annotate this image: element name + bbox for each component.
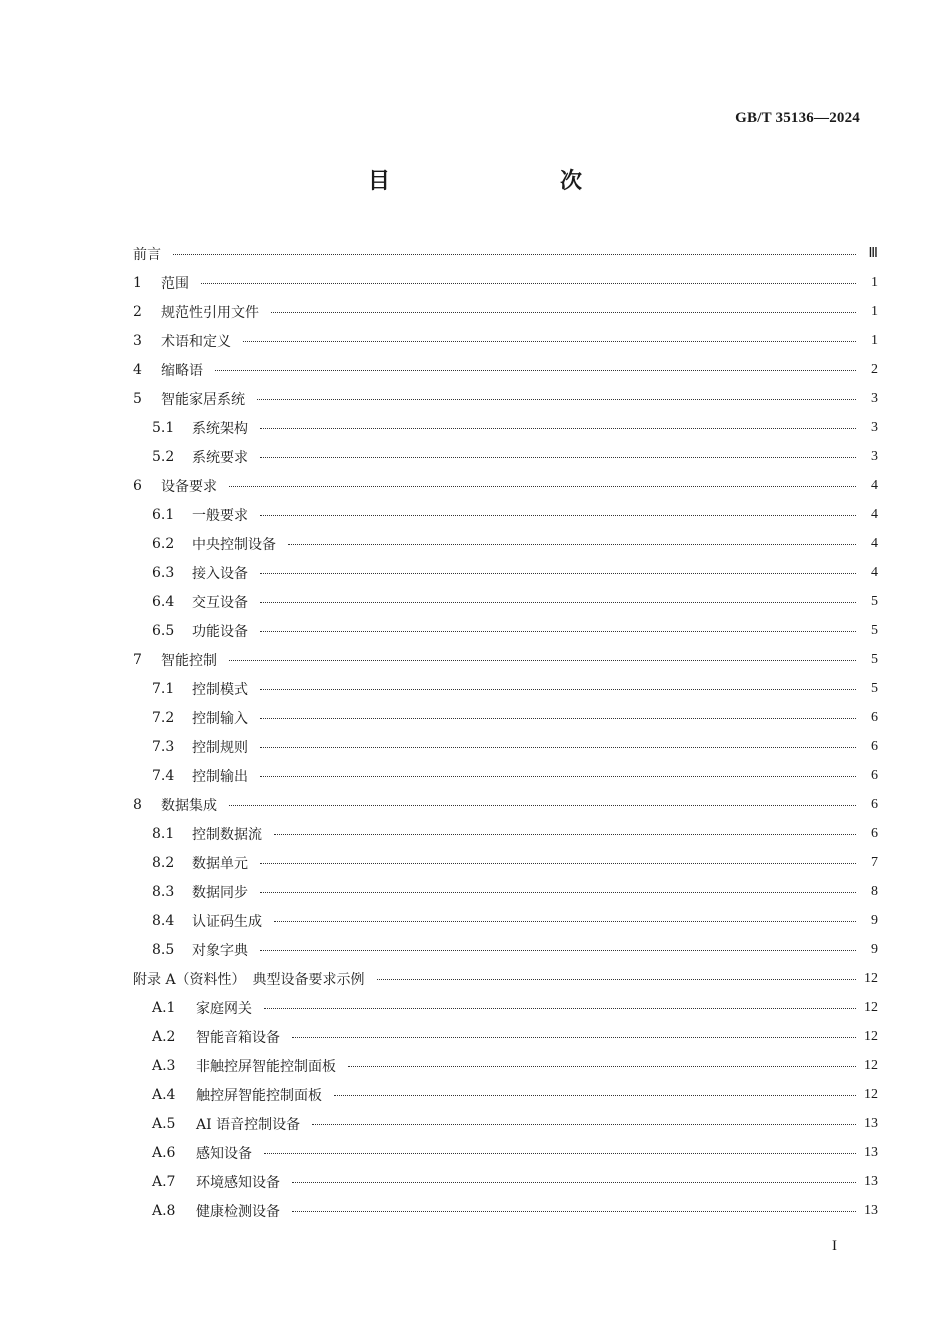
toc-entry-title: 控制输出 xyxy=(192,768,248,785)
toc-entry[interactable] xyxy=(133,848,878,877)
toc-entry[interactable] xyxy=(133,384,878,413)
toc-entry-page: 4 xyxy=(871,477,878,493)
toc-leader-dots xyxy=(260,863,856,864)
toc-entry-title: 缩略语 xyxy=(161,362,203,379)
toc-leader-dots xyxy=(264,1153,856,1154)
toc-entry-title: 接入设备 xyxy=(192,565,248,582)
toc-leader-dots xyxy=(260,428,856,429)
toc-entry[interactable] xyxy=(133,529,878,558)
toc-entry-number: 5.1 xyxy=(152,419,175,436)
toc-leader-dots xyxy=(229,805,856,806)
toc-entry[interactable] xyxy=(133,1051,878,1080)
toc-entry[interactable] xyxy=(133,326,878,355)
toc-leader-dots xyxy=(292,1037,856,1038)
toc-entry-title: 智能家居系统 xyxy=(161,391,245,408)
toc-entry-page: 1 xyxy=(871,332,878,348)
toc-entry-page: 6 xyxy=(871,767,878,783)
toc-entry-page: 2 xyxy=(871,361,878,377)
toc-entry-number: A.8 xyxy=(152,1202,176,1219)
toc-entry-page: 3 xyxy=(871,448,878,464)
toc-entry-title: 控制规则 xyxy=(192,739,248,756)
toc-entry-title: AI 语音控制设备 xyxy=(196,1116,301,1133)
toc-entry-title: 前言 xyxy=(133,246,161,263)
toc-leader-dots xyxy=(260,950,856,951)
toc-entry[interactable] xyxy=(133,1167,878,1196)
toc-entry-title: 对象字典 xyxy=(192,942,248,959)
toc-entry-page: 4 xyxy=(871,506,878,522)
toc-entry-title: 中央控制设备 xyxy=(192,536,276,553)
toc-entry-page: 6 xyxy=(871,709,878,725)
toc-entry-page: 3 xyxy=(871,390,878,406)
toc-entry-number: 8.4 xyxy=(152,912,175,929)
toc-leader-dots xyxy=(260,718,856,719)
toc-entry[interactable] xyxy=(133,239,878,268)
toc-entry-page: 5 xyxy=(871,651,878,667)
toc-entry-number: 7.2 xyxy=(152,709,175,726)
toc-entry-title: 数据同步 xyxy=(192,884,248,901)
toc-entry-title: 控制输入 xyxy=(192,710,248,727)
toc-leader-dots xyxy=(260,515,856,516)
toc-entry[interactable] xyxy=(133,616,878,645)
toc-leader-dots xyxy=(274,834,856,835)
toc-entry-title: 控制数据流 xyxy=(192,826,262,843)
toc-leader-dots xyxy=(173,254,856,255)
toc-leader-dots xyxy=(260,776,856,777)
toc-leader-dots xyxy=(215,370,856,371)
toc-leader-dots xyxy=(292,1182,856,1183)
toc-leader-dots xyxy=(260,747,856,748)
toc-entry-page: 3 xyxy=(871,419,878,435)
toc-entry[interactable] xyxy=(133,587,878,616)
toc-leader-dots xyxy=(229,660,856,661)
toc-entry-page: 4 xyxy=(871,564,878,580)
toc-entry-title: 交互设备 xyxy=(192,594,248,611)
standard-code: GB/T 35136—2024 xyxy=(735,110,860,126)
toc-entry[interactable] xyxy=(133,355,878,384)
toc-leader-dots xyxy=(260,602,856,603)
toc-leader-dots xyxy=(260,892,856,893)
toc-entry-page: 5 xyxy=(871,593,878,609)
toc-entry-title: 智能音箱设备 xyxy=(196,1029,280,1046)
toc-leader-dots xyxy=(274,921,856,922)
toc-entry-title: 系统要求 xyxy=(192,449,248,466)
toc-entry[interactable] xyxy=(133,413,878,442)
toc-entry[interactable] xyxy=(133,1109,878,1138)
toc-entry[interactable] xyxy=(133,935,878,964)
toc-entry-title: 数据单元 xyxy=(192,855,248,872)
toc-entry-number: A.6 xyxy=(152,1144,176,1161)
toc-leader-dots xyxy=(348,1066,856,1067)
toc-leader-dots xyxy=(334,1095,856,1096)
toc-entry-number: 8 xyxy=(133,796,142,813)
toc-leader-dots xyxy=(271,312,856,313)
toc-leader-dots xyxy=(260,631,856,632)
toc-leader-dots xyxy=(264,1008,856,1009)
toc-entry-number: 7 xyxy=(133,651,142,668)
toc-entry-number: 6.2 xyxy=(152,535,175,552)
toc-entry[interactable] xyxy=(133,558,878,587)
toc-entry-page: 5 xyxy=(871,680,878,696)
toc-entry[interactable] xyxy=(133,964,878,993)
toc-leader-dots xyxy=(243,341,856,342)
toc-entry-title: 术语和定义 xyxy=(161,333,231,350)
toc-entry-number: A.7 xyxy=(152,1173,176,1190)
page-number: I xyxy=(832,1238,837,1254)
toc-entry[interactable] xyxy=(133,877,878,906)
toc-entry-page: 13 xyxy=(864,1173,878,1189)
toc-leader-dots xyxy=(260,573,856,574)
toc-entry-number: 8.1 xyxy=(152,825,175,842)
toc-entry-title: 设备要求 xyxy=(161,478,217,495)
toc-entry-title: 健康检测设备 xyxy=(196,1203,280,1220)
toc-entry[interactable] xyxy=(133,790,878,819)
toc-leader-dots xyxy=(292,1211,856,1212)
toc-entry[interactable] xyxy=(133,674,878,703)
toc-entry[interactable] xyxy=(133,442,878,471)
toc-entry-number: 8.2 xyxy=(152,854,175,871)
toc-entry-number: 7.1 xyxy=(152,680,175,697)
toc-entry-title: 系统架构 xyxy=(192,420,248,437)
toc-entry-title: 规范性引用文件 xyxy=(161,304,259,321)
toc-entry-page: 13 xyxy=(864,1202,878,1218)
toc-leader-dots xyxy=(260,689,856,690)
toc-entry[interactable] xyxy=(133,1022,878,1051)
toc-entry-title: 控制模式 xyxy=(192,681,248,698)
toc-leader-dots xyxy=(377,979,856,980)
toc-entry[interactable] xyxy=(133,268,878,297)
page-title: 目 次 xyxy=(367,169,624,194)
toc-entry-page: 5 xyxy=(871,622,878,638)
toc-leader-dots xyxy=(312,1124,856,1125)
toc-entry[interactable] xyxy=(133,819,878,848)
toc-entry-page: Ⅲ xyxy=(868,246,878,261)
toc-entry-title: 数据集成 xyxy=(161,797,217,814)
toc-entry-page: 12 xyxy=(864,970,878,986)
toc-entry[interactable] xyxy=(133,500,878,529)
toc-entry-number: 7.4 xyxy=(152,767,175,784)
toc-entry-title: 附录 A（资料性） 典型设备要求示例 xyxy=(133,971,365,988)
toc-entry-title: 家庭网关 xyxy=(196,1000,252,1017)
toc-entry-page: 7 xyxy=(871,854,878,870)
toc-leader-dots xyxy=(201,283,856,284)
toc-entry-number: 6.4 xyxy=(152,593,175,610)
toc-entry[interactable] xyxy=(133,471,878,500)
toc-entry[interactable] xyxy=(133,1196,878,1225)
toc-entry-page: 8 xyxy=(871,883,878,899)
toc-entry-title: 触控屏智能控制面板 xyxy=(196,1087,322,1104)
toc-entry-number: 5 xyxy=(133,390,142,407)
toc-entry-number: 3 xyxy=(133,332,142,349)
toc-entry-page: 6 xyxy=(871,796,878,812)
toc-entry-number: 6.5 xyxy=(152,622,175,639)
toc-entry-number: A.5 xyxy=(152,1115,176,1132)
toc-entry-number: 4 xyxy=(133,361,142,378)
toc-entry-number: 2 xyxy=(133,303,142,320)
toc-entry-title: 范围 xyxy=(161,275,189,292)
toc-entry-page: 12 xyxy=(864,999,878,1015)
toc-entry-number: 8.3 xyxy=(152,883,175,900)
toc-entry-title: 一般要求 xyxy=(192,507,248,524)
toc-entry-page: 1 xyxy=(871,303,878,319)
toc-entry[interactable] xyxy=(133,703,878,732)
toc-entry-number: 6.3 xyxy=(152,564,175,581)
toc-entry-page: 12 xyxy=(864,1028,878,1044)
toc-entry-page: 6 xyxy=(871,738,878,754)
toc-entry-number: 6.1 xyxy=(152,506,175,523)
toc-entry-title: 认证码生成 xyxy=(192,913,262,930)
toc-entry-number: 6 xyxy=(133,477,142,494)
toc-entry-number: 7.3 xyxy=(152,738,175,755)
toc-entry[interactable] xyxy=(133,297,878,326)
toc-leader-dots xyxy=(288,544,856,545)
toc-entry-page: 12 xyxy=(864,1057,878,1073)
toc-entry[interactable] xyxy=(133,993,878,1022)
toc-entry-page: 1 xyxy=(871,274,878,290)
toc-entry[interactable] xyxy=(133,732,878,761)
toc-entry[interactable] xyxy=(133,761,878,790)
toc-entry-number: 1 xyxy=(133,274,142,291)
toc-entry-number: A.2 xyxy=(152,1028,176,1045)
toc-entry-number: A.1 xyxy=(152,999,176,1016)
toc-leader-dots xyxy=(229,486,856,487)
toc-entry-page: 9 xyxy=(871,941,878,957)
toc-entry-page: 4 xyxy=(871,535,878,551)
toc-entry-page: 6 xyxy=(871,825,878,841)
toc-entry-number: A.4 xyxy=(152,1086,176,1103)
toc-entry[interactable] xyxy=(133,645,878,674)
toc-entry-page: 13 xyxy=(864,1115,878,1131)
toc-entry-title: 非触控屏智能控制面板 xyxy=(196,1058,336,1075)
toc-leader-dots xyxy=(260,457,856,458)
toc-entry[interactable] xyxy=(133,1138,878,1167)
toc-entry[interactable] xyxy=(133,906,878,935)
toc-entry-title: 智能控制 xyxy=(161,652,217,669)
toc-entry[interactable] xyxy=(133,1080,878,1109)
toc-leader-dots xyxy=(257,399,856,400)
toc-entry-number: A.3 xyxy=(152,1057,176,1074)
toc-entry-page: 13 xyxy=(864,1144,878,1160)
toc-entry-page: 12 xyxy=(864,1086,878,1102)
toc-entry-title: 感知设备 xyxy=(196,1145,252,1162)
toc-entry-number: 8.5 xyxy=(152,941,175,958)
toc-entry-number: 5.2 xyxy=(152,448,175,465)
toc-entry-title: 功能设备 xyxy=(192,623,248,640)
toc-entry-title: 环境感知设备 xyxy=(196,1174,280,1191)
table-of-contents xyxy=(133,239,878,1225)
toc-entry-page: 9 xyxy=(871,912,878,928)
